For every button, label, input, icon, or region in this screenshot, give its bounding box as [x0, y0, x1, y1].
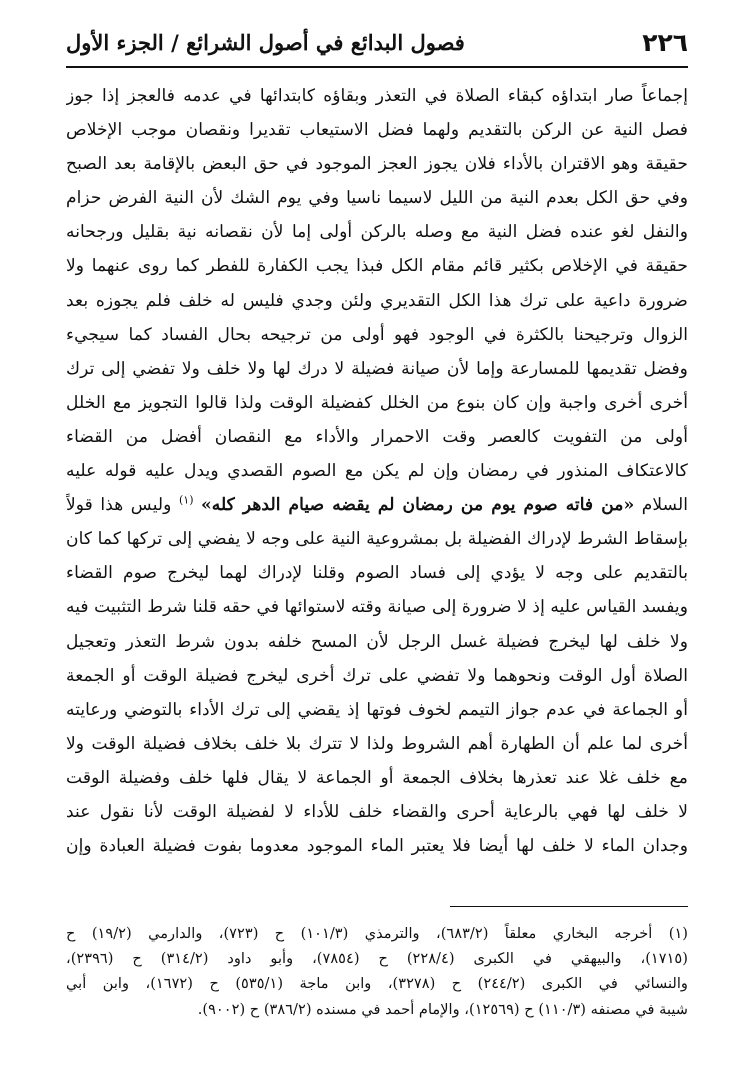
main-text [66, 79, 688, 863]
text-line: وجدان الماء لا خلف لها أيضا فلا يعتبر الماء الموجود معدوما بفوت فضيلة العبادة وإن [66, 836, 688, 857]
footnote-line: (١٧١٥)، والبيهقي في الكبرى (٢٢٨/٤) ح (٧٨٥٤)، وأبو داود (٣١٤/٢) ح (٢٣٩٦)، [66, 950, 688, 968]
footnote-line: والنسائي في الكبرى (٢٤٤/٢) ح (٣٢٧٨)، وابن ماجة (٥٣٥/١) ح (١٦٧٢)، وابن أبي [66, 975, 688, 993]
hadith-intro: السلام [641, 495, 688, 516]
footnote-line: (١) أخرجه البخاري معلقاً (٦٨٣/٢)، والترمذي (١٠١/٣) ح (٧٢٣)، والدارمي (١٩/٢) ح [66, 925, 688, 942]
text-line: إجماعاً صار ابتداؤه كبقاء الصلاة في التعذر وبقاؤه كابتدائها في عدمه فالعجز إذا جوز [66, 86, 688, 106]
hadith-quote: «من فاته صوم يوم من رمضان لم يقضه صيام الدهر كله» [201, 495, 635, 516]
text-line: فصل النية عن الركن بالتقديم ولهما فضل الاستيعاب تقديرا ونقصان موجب الإخلاص [66, 120, 688, 141]
hadith-continuation: وليس هذا قولاً [66, 495, 172, 516]
text-line: حقيقة في الإخلاص بكثير قائم مقام الكل فبذا يجب الكفارة للفطر كما روى عنهما ولا [66, 256, 688, 277]
text-line: ضرورة داعية على ترك هذا الكل التقديري ولئن وجدي فليس له خلف فلم يجوزه بعد [66, 290, 688, 311]
footnotes [66, 921, 688, 1022]
text-line: وفضل تقديمها للمسارعة وإما لأن صيانة فضيلة لا درك لها ولا خلف ولا تفضي إلى ترك [66, 358, 688, 379]
page-header [66, 26, 688, 68]
running-title: فصول البدائع في أصول الشرائع / الجزء الأول [66, 30, 465, 55]
text-line: الصلاة أول الوقت ونحوهما ولا تفضي على ترك أخرى ليخرج فضيلة الوقت أو الجمعة [66, 665, 688, 686]
text-line: الزوال وترجيحنا بالكثرة في الوجود فهو أولى من ترجيحه بحال الفساد كما سيجيء [66, 324, 688, 345]
text-line: حقيقة وهو الاقتران بالأداء فلان يجوز العجز الموجود في حق البعض بالإقامة بعد الصبح [66, 154, 688, 175]
footnote-line: شيبة في مصنفه (١١٠/٣) ح (١٢٥٦٩)، والإمام أحمد في مسنده (٣٨٦/٢) ح (٩٠٠٢). [197, 1000, 688, 1018]
text-line: مع خلف غلا عند تعذرها بخلاف الجمعة أو الجماعة لا يقال فلها خلف وفضيلة الوقت [66, 767, 688, 788]
text-line: كالاعتكاف المنذور في رمضان وإن لم يكن مع الصوم القصدي ويدل عليه قوله عليه [66, 461, 688, 482]
text-line: ولا خلف لها ليخرج فضيلة غسل الرجل لأن المسح خلفه بدون شرط التعذر وتعجيل [66, 631, 688, 652]
text-line: والنفل لغو عنده فضل النية مع وصله بالركن أولى إما لأن نقصانه نية بقليل ورجحانه [66, 222, 688, 243]
text-line: لا خلف لها فهي بالرعاية أحرى والقضاء خلف للأداء لا لفضيلة الوقت لأنا نقول عند [66, 801, 688, 822]
text-line: وفي حق الكل بعدم النية من الليل لاسيما ناسيا وفي يوم الشك لأن النية الفرض حزام [66, 188, 688, 209]
text-line: أخرى لما علم أن الطهارة أهم الشروط ولذا لا تترك بلا خلف بخلاف فضيلة الوقت ولا [66, 733, 688, 754]
text-line: ويفسد القياس عليه إذ لا ضرورة إلى صيانة وقته لاستوائها في حقه قلنا شرط التثبيت فيه [66, 597, 688, 618]
hadith-line [66, 488, 688, 522]
text-line: أولى من التفويت كالعصر وقت الاحمرار والأداء مع النقصان أفضل من القضاء [66, 426, 688, 447]
text-line: أخرى أخرى واجبة وإن كان بنوع من الخلل كفضيلة الوقت ولذا قالوا التجويز مع الخلل [66, 392, 688, 413]
text-line: بإسقاط الشرط لإدراك الفضيلة بل بمشروعية النية على وجه لا يفضي إلى تركها كما كان [66, 529, 688, 550]
page-number: ٢٢٦ [642, 28, 688, 57]
footnote-divider [450, 906, 688, 907]
text-line: بالتقديم على وجه لا يؤدي إلى فساد الصوم وقلنا لإدراك لهما ليخرج صوم القضاء [66, 563, 688, 584]
footnote-ref[interactable]: (١) [178, 493, 194, 507]
text-line: أو الجماعة في عدم جواز التيمم لخوف فوتها إذ يقضي إلى ترك الأداء بالتوضي ورعايته [66, 699, 688, 720]
